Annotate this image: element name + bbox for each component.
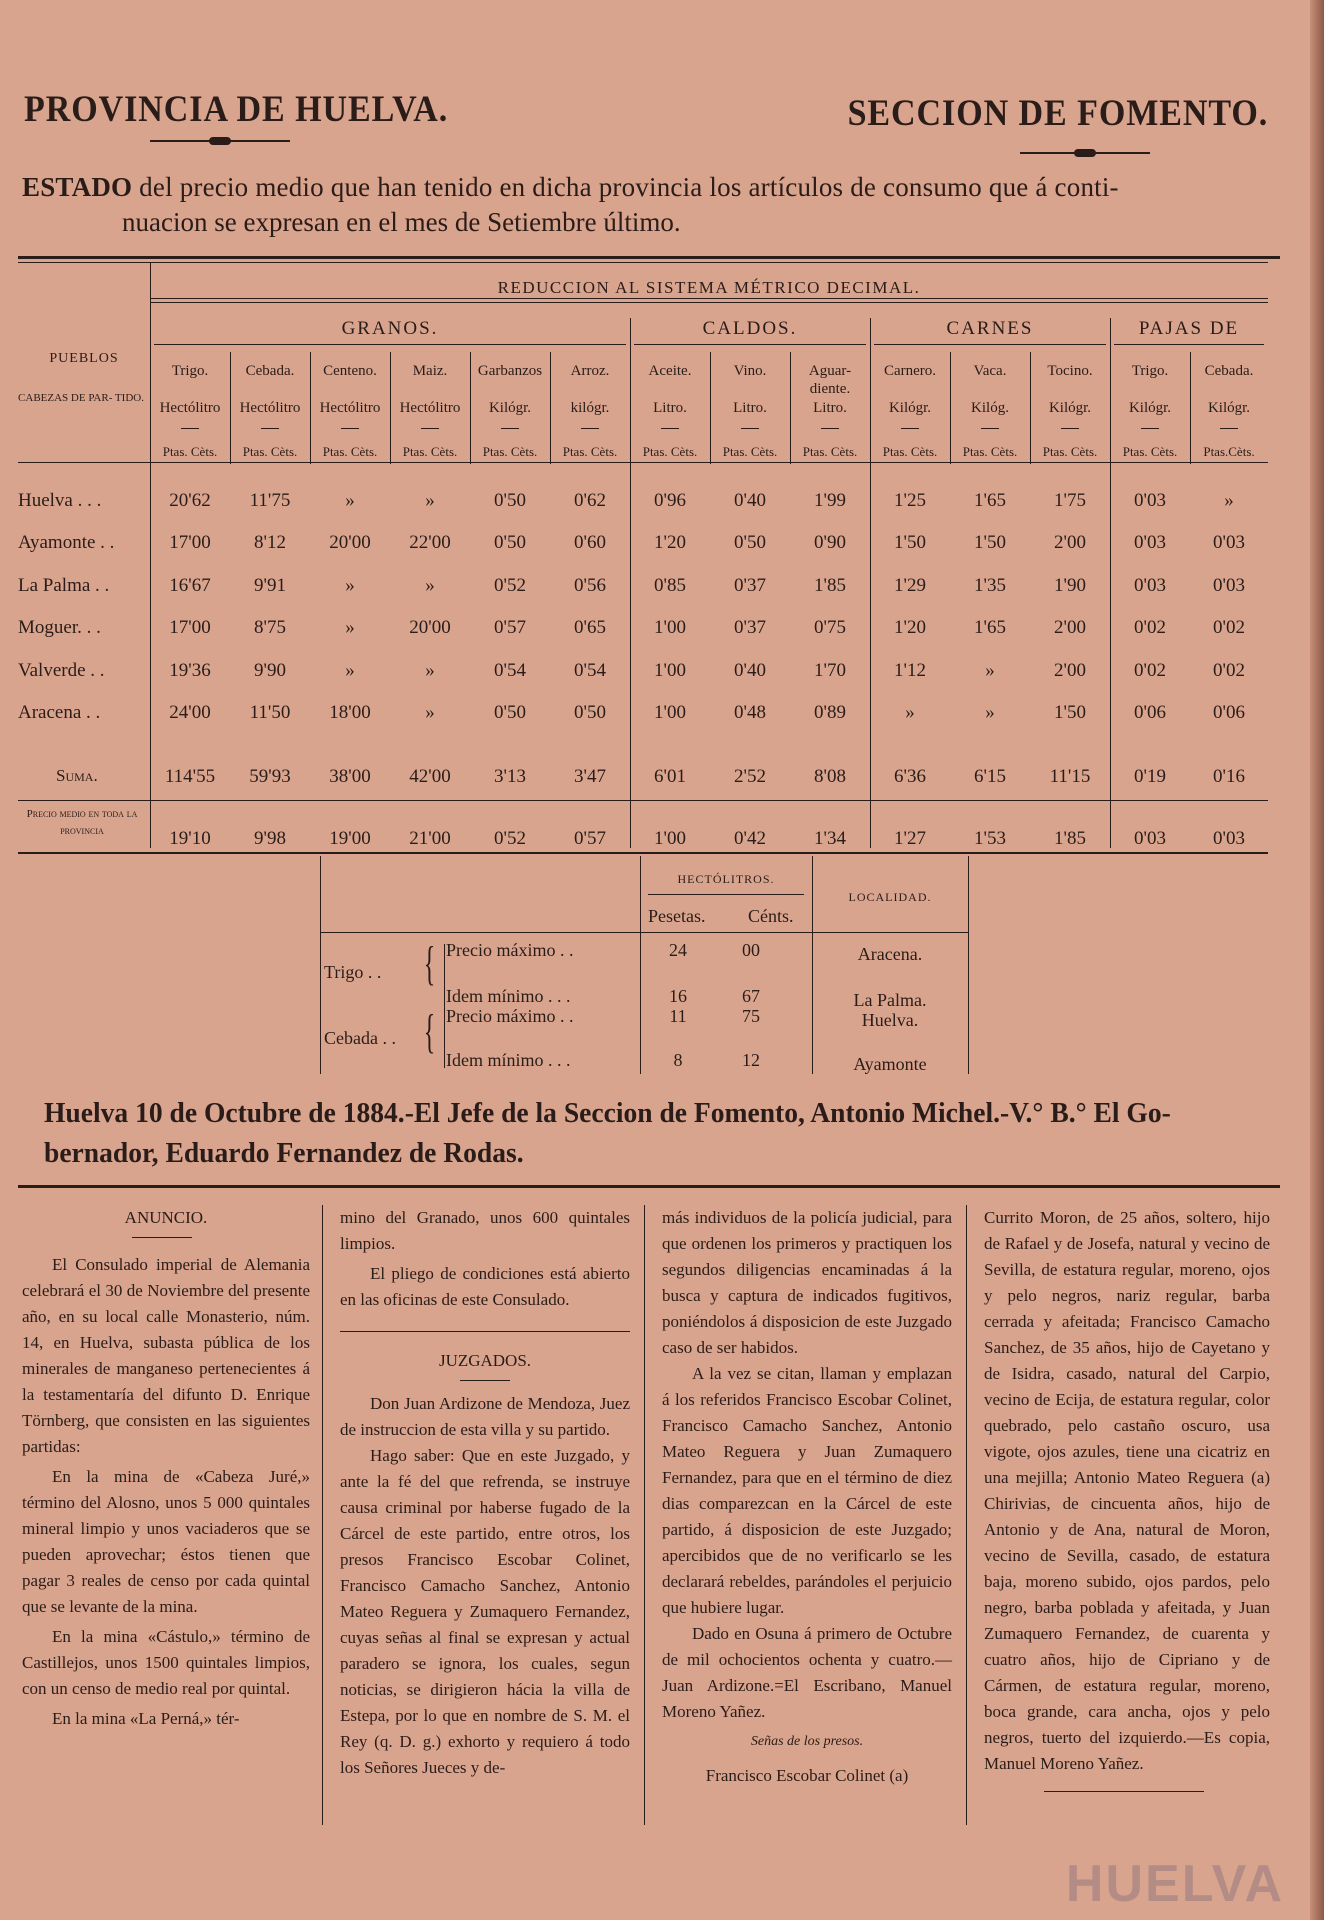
sub-label-3: Idem mínimo . . . [446, 1050, 571, 1070]
intro-line1: del precio medio que han tenido en dicha provincia los artículos de consumo que á conti- [132, 172, 1119, 202]
sub-place-2: Huelva. [861, 1010, 919, 1030]
col-name-1: Cebada. [245, 363, 295, 379]
sub-place-1: La Palma. [853, 990, 927, 1010]
cell-3-0: 17'00 [169, 617, 211, 638]
cell-3-7: 0'37 [734, 617, 766, 638]
cell-2-0: 16'67 [169, 575, 211, 596]
cell-1-9: 1'50 [894, 532, 926, 553]
cell-0-6: 0'96 [654, 490, 686, 511]
cell-3-12: 0'02 [1134, 617, 1166, 638]
col4-p1: Currito Moron, de 25 años, soltero, hijo de Rafael y de Josefa, natural y vecino de Sevilla, de estatura regular, moreno, ojos y pelo negros, nariz regular, barba cerrada y afeitada; Francisco Camacho Sanchez, de 35 años, hijo de Cayetano y de Isidra, casado, natural del Carpio, vecino de Ecija, de estatura regular, color quebrado, pelo castaño oscuro, usa vigote, ojos azules, tiene una cicatriz en una mejilla; Antonio Mateo Reguera (a) Chirivias, de cincuenta años, hijo de Antonio y de Ana, natural de Moron, vecino de Sevilla, casado, de estatura baja, moreno subido, ojos pardos, pelo negro, barba poblada y afeitada, y Juan Zumaquero Fernandez, de cuarenta y cuatro años, hijo de Cipriano y de Cármen, de estatura regular, moreno, boca grande, cara ancha, ojos y pelo negros, tuerto del izquierdo.—Es copia, Manuel Moreno Yañez. [984, 1208, 1270, 1773]
cell-5-8: 0'89 [814, 702, 846, 723]
group-rule-3 [1114, 344, 1264, 345]
col-unit-10: Kilóg. [971, 400, 1009, 416]
section-heading: SECCION DE FOMENTO. [847, 93, 1268, 134]
sub-cents-3: 12 [742, 1050, 760, 1070]
cell-4-13: 0'02 [1213, 660, 1245, 681]
col-money-11: Ptas. Cèts. [1042, 444, 1098, 459]
sub-label-0: Precio máximo . . [446, 940, 574, 960]
sub-grain-cebada: Cebada . . [324, 1028, 396, 1048]
col3-p3: Dado en Osuna á primero de Octubre de mil ochocientos ochenta y cuatro.—Juan Ardizone.=El Escribano, Manuel Moreno Yañez. [662, 1624, 952, 1721]
col-name-2: Centeno. [323, 363, 377, 379]
col3-p1: más individuos de la policía judicial, para que ordenen los primeros y practiquen los segundos diligencias encaminadas á la busca y captura de indicados fugitivos, poniéndolos á disposicion de este Juzgado caso de ser habidos. [662, 1208, 952, 1357]
anuncio-p1: El Consulado imperial de Alemania celebrará el 30 de Noviembre del presente año, en su local calle Monasterio, núm. 14, en Huelva, subasta pública de los minerales de manganeso pertenecientes á la testamentaría del difunto D. Enrique Törnberg, que consisten en las siguientes partidas: [22, 1255, 310, 1456]
group-rule-1 [634, 344, 866, 345]
cell-0-11: 1'75 [1054, 490, 1086, 511]
column-3 [662, 1205, 952, 1789]
caption-rule-2 [150, 302, 1268, 303]
col-dash-10 [981, 428, 999, 429]
column-4 [984, 1205, 1270, 1792]
anuncio-p3: En la mina «Cástulo,» término de Castillejos, unos 1500 quintales limpios, con un censo de medio real por quintal. [22, 1627, 310, 1698]
col-money-8: Ptas. Cèts. [802, 444, 858, 459]
cell-5-0: 24'00 [169, 702, 211, 723]
col-dash-7 [741, 428, 759, 429]
cell-3-9: 1'20 [894, 617, 926, 638]
cell-4-9: 1'12 [894, 660, 926, 681]
col-money-7: Ptas. Cèts. [722, 444, 778, 459]
sub-div-2 [812, 856, 813, 1074]
col-money-2: Ptas. Cèts. [322, 444, 378, 459]
sub-h-local: LOCALIDAD. [848, 890, 932, 904]
sub-h-pesetas: Pesetas. [648, 906, 706, 926]
suma-13: 0'16 [1213, 766, 1245, 787]
cell-3-4: 0'57 [494, 617, 526, 638]
cell-4-1: 9'90 [254, 660, 286, 681]
ornament-left [150, 140, 290, 142]
col3-p2: A la vez se citan, llaman y emplazan á los referidos Francisco Escobar Colinet, Francisco Camacho Sanchez, Antonio Mateo Reguera y Juan Zumaquero Fernandez, para que en el término de diez dias comparezcan en la Cárcel de este partido, á disposicion de este Juzgado; apercibidos que de no verificarlo se les declarará rebeldes, parándoles el perjuicio que hubiere lugar. [662, 1364, 952, 1617]
cell-2-11: 1'90 [1054, 575, 1086, 596]
col-dash-12 [1141, 428, 1159, 429]
suma-6: 6'01 [654, 766, 686, 787]
cell-2-1: 9'91 [254, 575, 286, 596]
intro-line2: nuacion se expresan en el mes de Setiembre último. [122, 207, 681, 237]
cell-0-8: 1'99 [814, 490, 846, 511]
medio-7: 0'42 [734, 828, 766, 849]
suma-5: 3'47 [574, 766, 606, 787]
cell-2-4: 0'52 [494, 575, 526, 596]
medio-3: 21'00 [409, 828, 451, 849]
cell-5-7: 0'48 [734, 702, 766, 723]
sub-place-0: Aracena. [857, 944, 923, 964]
col3-subheading: Señas de los presos. [750, 1734, 864, 1749]
archive-watermark [1065, 1790, 1304, 1920]
header-bottom-rule [18, 462, 1268, 463]
group-header-2: CARNES [946, 318, 1034, 339]
sub-grain-trigo: Trigo . . [324, 962, 382, 982]
suma-12: 0'19 [1134, 766, 1166, 787]
medio-5: 0'57 [574, 828, 606, 849]
cell-3-8: 0'75 [814, 617, 846, 638]
cell-1-1: 8'12 [254, 532, 286, 553]
cell-5-11: 1'50 [1054, 702, 1086, 723]
watermark-text: HUELVA [1065, 1855, 1284, 1913]
cell-3-1: 8'75 [254, 617, 286, 638]
cell-1-7: 0'50 [734, 532, 766, 553]
col-dash-9 [901, 428, 919, 429]
cell-5-1: 11'50 [249, 702, 291, 723]
cell-1-5: 0'60 [574, 532, 606, 553]
cell-1-6: 1'20 [654, 532, 686, 553]
cell-3-13: 0'02 [1213, 617, 1245, 638]
col-name-4: Garbanzos [477, 363, 543, 379]
signature-line1: Huelva 10 de Octubre de 1884.-El Jefe de la Seccion de Fomento, Antonio Michel.-V.° B.° El Go- [44, 1097, 1171, 1129]
cell-4-6: 1'00 [654, 660, 686, 681]
cell-2-5: 0'56 [574, 575, 606, 596]
col-unit-0: Hectólitro [159, 400, 221, 416]
medio-1: 9'98 [254, 828, 286, 849]
table-top-rule [18, 256, 1280, 259]
group-rule-0 [154, 344, 626, 345]
stub-divider [150, 262, 151, 848]
cell-4-0: 19'36 [169, 660, 211, 681]
cell-2-2: » [345, 575, 355, 596]
col-unit-9: Kilógr. [888, 400, 932, 416]
col-unit-4: Kilógr. [488, 400, 532, 416]
cell-5-13: 0'06 [1213, 702, 1245, 723]
cell-2-12: 0'03 [1134, 575, 1166, 596]
town-4: Valverde . . [18, 660, 105, 681]
anuncio-p2: En la mina de «Cabeza Juré,» término del Alosno, unos 5 000 quintales mineral limpio y unos vaciaderos que se pueden aprovechar; éstos tienen que pagar 3 reales de censo por cada quintal que se levante de la mina. [22, 1467, 310, 1616]
column-1 [22, 1205, 310, 1732]
anuncio-p4: En la mina «La Perná,» tér- [52, 1709, 240, 1728]
col2-p1: mino del Granado, unos 600 quintales limpios. [340, 1208, 630, 1253]
suma-3: 42'00 [409, 766, 451, 787]
sub-header-rule [320, 932, 968, 933]
stub-header: PUEBLOS [49, 351, 119, 366]
sub-left-border [320, 856, 321, 1074]
table-top-rule-thin [18, 262, 1268, 263]
cell-2-13: 0'03 [1213, 575, 1245, 596]
sub-div-1 [640, 856, 641, 1074]
col-money-6: Ptas. Cèts. [642, 444, 698, 459]
cell-4-3: » [425, 660, 435, 681]
cell-4-4: 0'54 [494, 660, 526, 681]
page-edge [1310, 0, 1324, 1920]
suma-10: 6'15 [974, 766, 1006, 787]
column-divider-2 [644, 1205, 645, 1825]
cell-0-0: 20'62 [169, 490, 211, 511]
sub-cents-2: 75 [742, 1006, 760, 1026]
medio-10: 1'53 [974, 828, 1006, 849]
suma-1: 59'93 [249, 766, 291, 787]
col-money-3: Ptas. Cèts. [402, 444, 458, 459]
cell-4-2: » [345, 660, 355, 681]
cell-2-10: 1'35 [974, 575, 1006, 596]
cell-3-2: » [345, 617, 355, 638]
col-name-3: Maiz. [412, 363, 448, 379]
cell-3-5: 0'65 [574, 617, 606, 638]
cell-4-5: 0'54 [574, 660, 606, 681]
sub-label-1: Idem mínimo . . . [446, 986, 571, 1006]
brace-trigo: { [423, 937, 436, 990]
col-dash-1 [261, 428, 279, 429]
col-dash-6 [661, 428, 679, 429]
suma-8: 8'08 [814, 766, 846, 787]
suma-label: Suma. [56, 766, 98, 785]
cell-1-10: 1'50 [974, 532, 1006, 553]
col-name-0: Trigo. [171, 363, 209, 379]
col-unit-11: Kilógr. [1048, 400, 1092, 416]
col3-p4: Francisco Escobar Colinet (a) [705, 1766, 909, 1785]
town-0: Huelva . . . [18, 490, 102, 511]
col-unit-1: Hectólitro [239, 400, 301, 416]
col-money-4: Ptas. Cèts. [482, 444, 538, 459]
sub-label-2: Precio máximo . . [446, 1006, 574, 1026]
cell-3-10: 1'65 [974, 617, 1006, 638]
sub-label-bar [444, 944, 445, 1068]
col-unit-2: Hectólitro [319, 400, 381, 416]
col-unit-6: Litro. [653, 400, 687, 416]
sub-place-3: Ayamonte [853, 1054, 927, 1074]
town-2: La Palma . . [18, 575, 110, 596]
column-2 [340, 1205, 630, 1781]
col-unit-12: Kilógr. [1128, 400, 1172, 416]
col-dash-11 [1061, 428, 1079, 429]
cell-2-7: 0'37 [734, 575, 766, 596]
cell-0-7: 0'40 [734, 490, 766, 511]
cell-4-7: 0'40 [734, 660, 766, 681]
cell-4-12: 0'02 [1134, 660, 1166, 681]
cell-1-2: 20'00 [329, 532, 371, 553]
town-5: Aracena . . [18, 702, 101, 723]
col-money-5: Ptas. Cèts. [562, 444, 618, 459]
cell-5-2: 18'00 [329, 702, 371, 723]
town-3: Moguer. . . [18, 617, 101, 638]
col-unit-13: Kilógr. [1207, 400, 1251, 416]
medio-4: 0'52 [494, 828, 526, 849]
col-dash-13 [1220, 428, 1238, 429]
medio-9: 1'27 [894, 828, 926, 849]
group-header-0: GRANOS. [341, 318, 439, 339]
group-header-3: PAJAS DE [1138, 318, 1240, 339]
sub-pesetas-1: 16 [669, 986, 687, 1006]
medio-13: 0'03 [1213, 828, 1245, 849]
cell-4-11: 2'00 [1054, 660, 1086, 681]
cell-1-13: 0'03 [1213, 532, 1245, 553]
col-money-0: Ptas. Cèts. [162, 444, 218, 459]
cell-3-3: 20'00 [409, 617, 451, 638]
col-name-7: Vino. [733, 363, 767, 379]
group-rule-2 [874, 344, 1106, 345]
columns-top-rule [18, 1185, 1280, 1188]
suma-7: 2'52 [734, 766, 766, 787]
col-name-11: Tocino. [1047, 363, 1093, 379]
suma-9: 6'36 [894, 766, 926, 787]
col-name-13: Cebada. [1204, 363, 1254, 379]
cell-3-6: 1'00 [654, 617, 686, 638]
cell-5-3: » [425, 702, 435, 723]
column-divider-1 [322, 1205, 323, 1825]
col2-p3: Don Juan Ardizone de Mendoza, Juez de instruccion de esta villa y su partido. [340, 1394, 630, 1439]
sub-pesetas-0: 24 [669, 940, 687, 960]
town-1: Ayamonte . . [18, 532, 115, 553]
cell-2-9: 1'29 [894, 575, 926, 596]
cell-1-0: 17'00 [169, 532, 211, 553]
cell-1-3: 22'00 [409, 532, 451, 553]
cell-5-4: 0'50 [494, 702, 526, 723]
cell-5-12: 0'06 [1134, 702, 1166, 723]
col-dash-0 [181, 428, 199, 429]
signature-line2: bernador, Eduardo Fernandez de Rodas. [44, 1137, 524, 1169]
table-bottom-rule [18, 852, 1268, 854]
col2-p2: El pliego de condiciones está abierto en las oficinas de este Consulado. [340, 1264, 630, 1309]
sub-h-hecto: HECTÓLITROS. [677, 872, 775, 886]
col-name-9: Carnero. [883, 363, 937, 379]
medio-11: 1'85 [1054, 828, 1086, 849]
col-unit-8: Litro. [813, 400, 847, 416]
col-unit-7: Litro. [733, 400, 767, 416]
juzgados-title: JUZGADOS. [438, 1351, 532, 1370]
cell-0-12: 0'03 [1134, 490, 1166, 511]
col-name-12: Trigo. [1131, 363, 1169, 379]
suma-bottom-rule [18, 800, 1268, 801]
cell-0-2: » [345, 490, 355, 511]
cell-2-3: » [425, 575, 435, 596]
cell-1-8: 0'90 [814, 532, 846, 553]
sub-right-border [968, 856, 969, 1074]
col-name-6: Aceite. [648, 363, 692, 379]
col-unit-3: Hectólitro [399, 400, 461, 416]
intro-lead: ESTADO [22, 172, 133, 202]
juzgados-title-rule [460, 1380, 510, 1381]
sub-h-rule [648, 894, 804, 895]
sub-cents-0: 00 [742, 940, 760, 960]
cell-0-5: 0'62 [574, 490, 606, 511]
sub-h-cents: Cénts. [748, 906, 794, 926]
juzgados-rule [340, 1331, 630, 1332]
cell-0-13: » [1224, 490, 1234, 511]
cell-1-12: 0'03 [1134, 532, 1166, 553]
cell-5-6: 1'00 [654, 702, 686, 723]
column-divider-3 [966, 1205, 967, 1825]
cell-1-11: 2'00 [1054, 532, 1086, 553]
col-money-13: Ptas.Cèts. [1203, 444, 1255, 459]
anuncio-rule [132, 1237, 192, 1238]
col-unit-5: kilógr. [570, 400, 610, 416]
col-money-9: Ptas. Cèts. [882, 444, 938, 459]
col-dash-2 [341, 428, 359, 429]
col-money-10: Ptas. Cèts. [962, 444, 1018, 459]
table-caption: REDUCCION AL SISTEMA MÉTRICO DECIMAL. [497, 278, 921, 297]
col-dash-3 [421, 428, 439, 429]
sub-cents-1: 67 [742, 986, 760, 1006]
medio-2: 19'00 [329, 828, 371, 849]
cell-3-11: 2'00 [1054, 617, 1086, 638]
intro-paragraph [22, 170, 1272, 240]
cell-0-4: 0'50 [494, 490, 526, 511]
brace-cebada: { [423, 1005, 436, 1058]
ornament-right [1020, 152, 1150, 154]
sub-pesetas-3: 8 [673, 1050, 683, 1070]
medio-label: Precio medio en toda la provincia [26, 808, 138, 837]
col-money-12: Ptas. Cèts. [1122, 444, 1178, 459]
group-header-1: CALDOS. [702, 318, 798, 339]
col-money-1: Ptas. Cèts. [242, 444, 298, 459]
province-heading: PROVINCIA DE HUELVA. [24, 89, 449, 130]
sub-pesetas-2: 11 [669, 1006, 687, 1026]
col-name-5: Arroz. [570, 363, 610, 379]
stub-subheader: CABEZAS DE PAR- TIDO. [18, 392, 144, 404]
caption-rule [150, 298, 1268, 299]
col-dash-5 [581, 428, 599, 429]
col-dash-4 [501, 428, 519, 429]
cell-0-3: » [425, 490, 435, 511]
cell-5-10: » [985, 702, 995, 723]
cell-5-5: 0'50 [574, 702, 606, 723]
medio-12: 0'03 [1134, 828, 1166, 849]
suma-11: 11'15 [1049, 766, 1091, 787]
cell-2-6: 0'85 [654, 575, 686, 596]
medio-8: 1'34 [814, 828, 846, 849]
suma-0: 114'55 [164, 766, 216, 787]
cell-2-8: 1'85 [814, 575, 846, 596]
cell-0-9: 1'25 [894, 490, 926, 511]
cell-0-1: 11'75 [249, 490, 291, 511]
col-dash-8 [821, 428, 839, 429]
cell-5-9: » [905, 702, 915, 723]
col2-p4: Hago saber: Que en este Juzgado, y ante la fé del que refrenda, se instruye causa criminal por haberse fugado de la Cárcel de este partido, entre otros, los presos Francisco Escobar Colinet, Francisco Camacho Sanchez, Antonio Mateo Reguera y Zumaquero Fernandez, cuyas señas al final se expresan y actual paradero se ignora, los cuales, segun noticias, se dirigieron hácia la villa de Estepa, por lo que en nombre de S. M. el Rey (q. D. g.) exhorto y requiero á todo los Señores Jueces y de- [340, 1446, 630, 1777]
anuncio-title: ANUNCIO. [124, 1208, 208, 1227]
medio-0: 19'10 [169, 828, 211, 849]
medio-6: 1'00 [654, 828, 686, 849]
col-name-8: Aguar- diente. [808, 363, 852, 397]
col-name-10: Vaca. [973, 363, 1007, 379]
cell-0-10: 1'65 [974, 490, 1006, 511]
cell-1-4: 0'50 [494, 532, 526, 553]
signature [44, 1093, 1213, 1173]
suma-4: 3'13 [494, 766, 526, 787]
cell-4-8: 1'70 [814, 660, 846, 681]
suma-2: 38'00 [329, 766, 371, 787]
cell-4-10: » [985, 660, 995, 681]
